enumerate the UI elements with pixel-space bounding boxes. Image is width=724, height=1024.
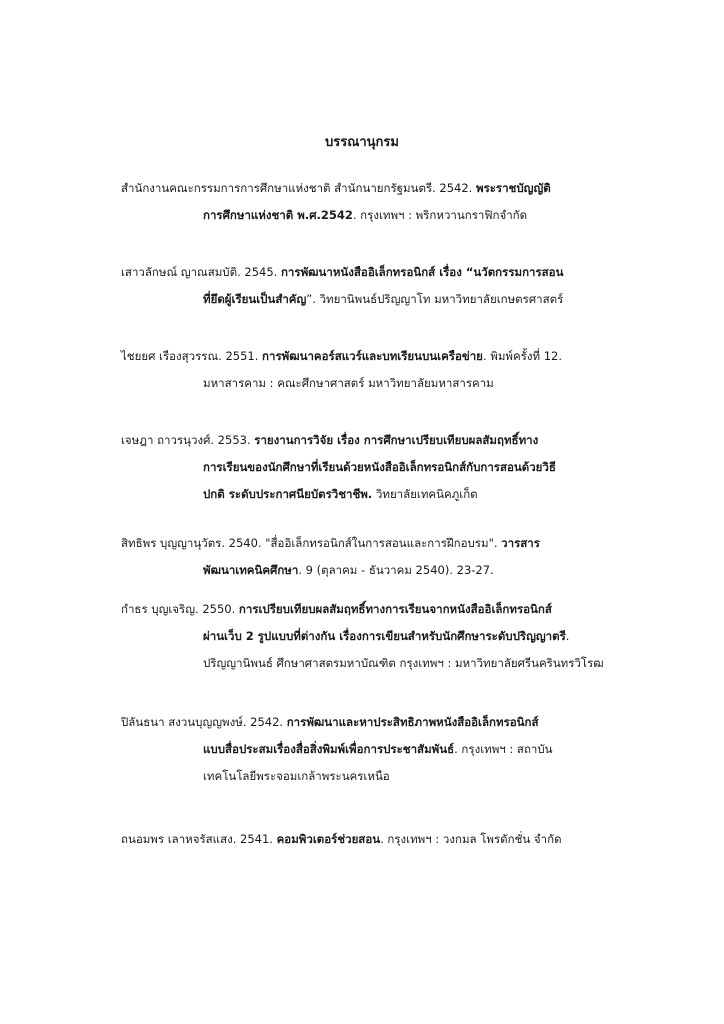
entry-text: ปิลันธนา สงวนบุญญพงษ์. 2542. [121, 715, 287, 729]
entry-text: วิทยาลัยเทคนิคภูเก็ต [372, 487, 478, 501]
entry-text: กำธร บุญเจริญ. 2550. [121, 602, 239, 616]
entry-line [121, 454, 711, 481]
entry-text: สิทธิพร บุญญานุวัตร. 2540. "สื่ออิเล็กทรอนิกส์ในการสอนและการฝึกอบรม". [121, 536, 502, 550]
entry-bold-title: รายงานการวิจัย เรื่อง การศึกษาเปรียบเทียบผลสัมฤทธิ์ทาง [254, 433, 539, 447]
entry-line [121, 286, 711, 313]
entry-bold-title: การพัฒนาคอร์สแวร์และบทเรียนบนเครือข่าย [262, 349, 483, 363]
entry-line [121, 736, 711, 763]
entry-text: เทคโนโลยีพระจอมเกล้าพระนครเหนือ [203, 769, 390, 783]
entry-bold-title: การเปรียบเทียบผลสัมฤทธิ์ทางการเรียนจากหนังสืออิเล็กทรอนิกส์ [238, 602, 552, 616]
entry-text: . [565, 629, 570, 643]
entry-line [121, 709, 711, 736]
entry-text: . กรุงเทพฯ : วงกมล โพรดักชั่น จำกัด [380, 832, 562, 846]
entry-text: ปริญญานิพนธ์ ศึกษาศาสตรมหาบัณฑิต กรุงเทพฯ : มหาวิทยาลัยศรีนครินทรวิโรฒ [203, 656, 604, 670]
entry-bold-title: การพัฒนาหนังสืออิเล็กทรอนิกส์ เรื่อง “นวัตกรรมการสอน [280, 265, 564, 279]
bibliography-entry [121, 343, 711, 397]
entry-line [121, 481, 711, 508]
entry-bold-title: การเรียนของนักศึกษาที่เรียนด้วยหนังสืออิเล็กทรอนิกส์กับการสอนด้วยวิธี [203, 460, 556, 474]
entry-line [121, 202, 711, 229]
entry-line [121, 343, 711, 370]
bibliography-entry [121, 709, 711, 790]
bibliography-entry [121, 530, 711, 584]
entry-text: . กรุงเทพฯ : พริกหวานกราฟิกจำกัด [352, 208, 528, 222]
entry-bold-title: พระราชบัญญัติ [475, 181, 551, 195]
entry-text: ไชยยศ เรืองสุวรรณ. 2551. [121, 349, 263, 363]
entry-text: ถนอมพร เลาหจรัสแสง. 2541. [121, 832, 277, 846]
entry-text: มหาสารคาม : คณะศึกษาศาสตร์ มหาวิทยาลัยมหาสารคาม [203, 376, 494, 390]
entry-line [121, 259, 711, 286]
entry-text: . พิมพ์ครั้งที่ 12. [482, 349, 562, 363]
entry-text: เจษฎา ถาวรนุวงศ์. 2553. [121, 433, 255, 447]
entry-line [121, 427, 711, 454]
entry-bold-title: วารสาร [501, 536, 540, 550]
entry-line [121, 623, 711, 650]
entry-bold-title: ปกติ ระดับประกาศนียบัตรวิชาชีพ. [203, 487, 373, 501]
bibliography-entry [121, 175, 711, 229]
entry-line [121, 763, 711, 790]
entry-bold-title: คอมพิวเตอร์ช่วยสอน [276, 832, 381, 846]
entry-bold-title: ที่ยึดผู้เรียนเป็นสำคัญ [203, 292, 307, 306]
entry-bold-title: ผ่านเว็บ 2 รูปแบบที่ต่างกัน เรื่องการเขียนสำหรับนักศึกษาระดับปริญญาตรี [203, 629, 566, 643]
bibliography-entry [121, 826, 711, 853]
bibliography-entry [121, 259, 711, 313]
bibliography-entry [121, 596, 711, 677]
entry-line [121, 826, 711, 853]
entry-text: . กรุงเทพฯ : สถาบัน [454, 742, 553, 756]
entry-text: เสาวลักษณ์ ญาณสมบัติ. 2545. [121, 265, 281, 279]
entry-line [121, 370, 711, 397]
entry-line [121, 530, 711, 557]
entry-bold-title: พัฒนาเทคนิคศึกษา [203, 563, 299, 577]
entry-text: สำนักงานคณะกรรมการการศึกษาแห่งชาติ สำนักนายกรัฐมนตรี. 2542. [121, 181, 476, 195]
entry-text: . 9 (ตุลาคม - ธันวาคม 2540). 23-27. [298, 563, 494, 577]
entry-bold-title: แบบสื่อประสมเรื่องสื่อสิ่งพิมพ์เพื่อการประชาสัมพันธ์ [203, 742, 455, 756]
entry-line [121, 650, 711, 677]
entry-line [121, 175, 711, 202]
bibliography-entry [121, 427, 711, 508]
page-title: บรรณานุกรม [325, 135, 399, 150]
entry-line [121, 557, 711, 584]
entry-bold-title: การพัฒนาและหาประสิทธิภาพหนังสืออิเล็กทรอนิกส์ [286, 715, 539, 729]
entry-line [121, 596, 711, 623]
entry-text: ”. วิทยานิพนธ์ปริญญาโท มหาวิทยาลัยเกษตรศาสตร์ [306, 292, 564, 306]
entry-bold-title: การศึกษาแห่งชาติ พ.ศ.2542 [203, 208, 353, 222]
